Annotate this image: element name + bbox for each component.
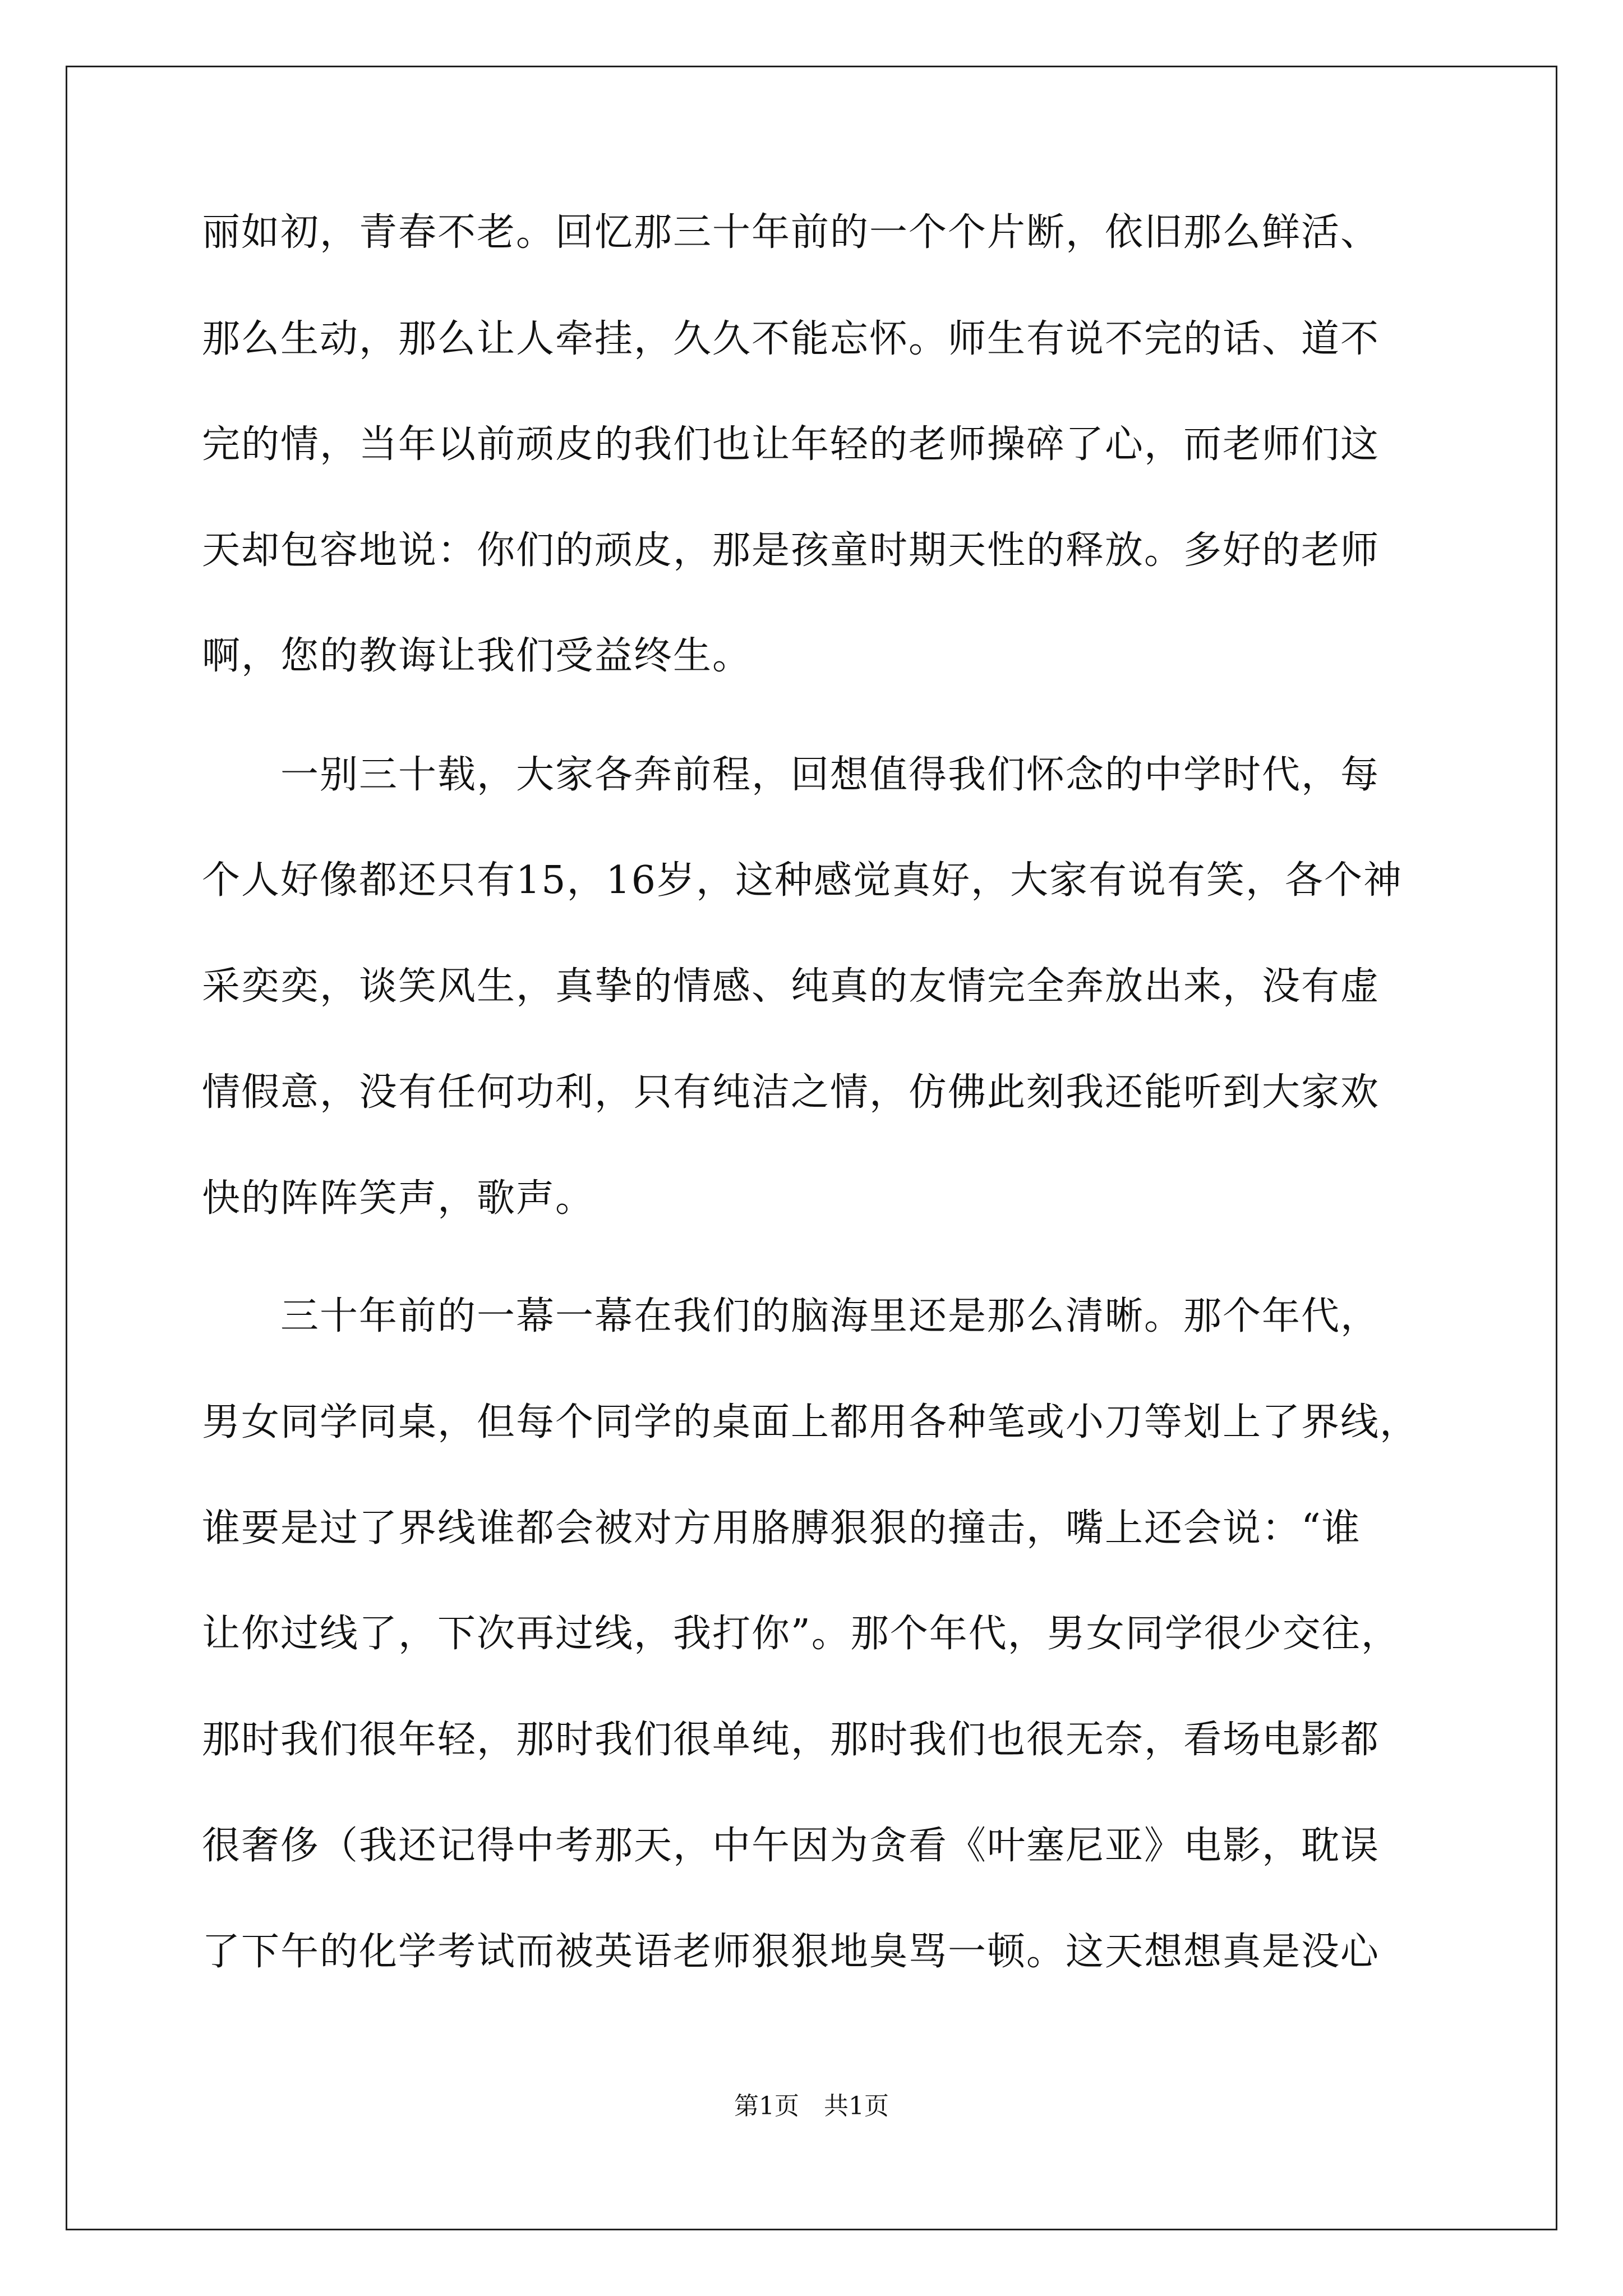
- text-line: 丽如初，青春不老。回忆那三十年前的一个个片断，依旧那么鲜活、: [202, 210, 1380, 255]
- text-line: 谁要是过了界线谁都会被对方用胳膊狠狠的撞击，嘴上还会说：“谁: [202, 1506, 1361, 1550]
- text-line: 那么生动，那么让人牵挂，久久不能忘怀。师生有说不完的话、道不: [202, 317, 1380, 361]
- page-border: [66, 66, 1557, 2230]
- text-line: 很奢侈（我还记得中考那天，中午因为贪看《叶塞尼亚》电影，耽误: [202, 1824, 1380, 1868]
- text-line: 个人好像都还只有15，16岁，这种感觉真好，大家有说有笑，各个神: [202, 858, 1403, 903]
- text-line: 了下午的化学考试而被英语老师狠狠地臭骂一顿。这天想想真是没心: [202, 1930, 1380, 1974]
- text-line: 采奕奕，谈笑风生，真挚的情感、纯真的友情完全奔放出来，没有虚: [202, 964, 1380, 1009]
- text-line: 一别三十载，大家各奔前程，回想值得我们怀念的中学时代，每: [280, 753, 1380, 797]
- text-line: 天却包容地说：你们的顽皮，那是孩童时期天性的释放。多好的老师: [202, 528, 1380, 573]
- text-line: 啊，您的教诲让我们受益终生。: [202, 634, 752, 678]
- text-line: 三十年前的一幕一幕在我们的脑海里还是那么清晰。那个年代，: [280, 1294, 1380, 1338]
- page-number: 第1页 共1页: [734, 2092, 889, 2120]
- text-line: 那时我们很年轻，那时我们很单纯，那时我们也很无奈，看场电影都: [202, 1718, 1380, 1762]
- text-line: 让你过线了，下次再过线，我打你”。那个年代，男女同学很少交往，: [202, 1612, 1400, 1656]
- text-line: 完的情，当年以前顽皮的我们也让年轻的老师操碎了心，而老师们这: [202, 422, 1380, 467]
- text-line: 男女同学同桌，但每个同学的桌面上都用各种笔或小刀等划上了界线，: [202, 1400, 1419, 1444]
- text-line: 情假意，没有任何功利，只有纯洁之情，仿佛此刻我还能听到大家欢: [202, 1070, 1380, 1115]
- text-line: 快的阵阵笑声，歌声。: [202, 1176, 595, 1221]
